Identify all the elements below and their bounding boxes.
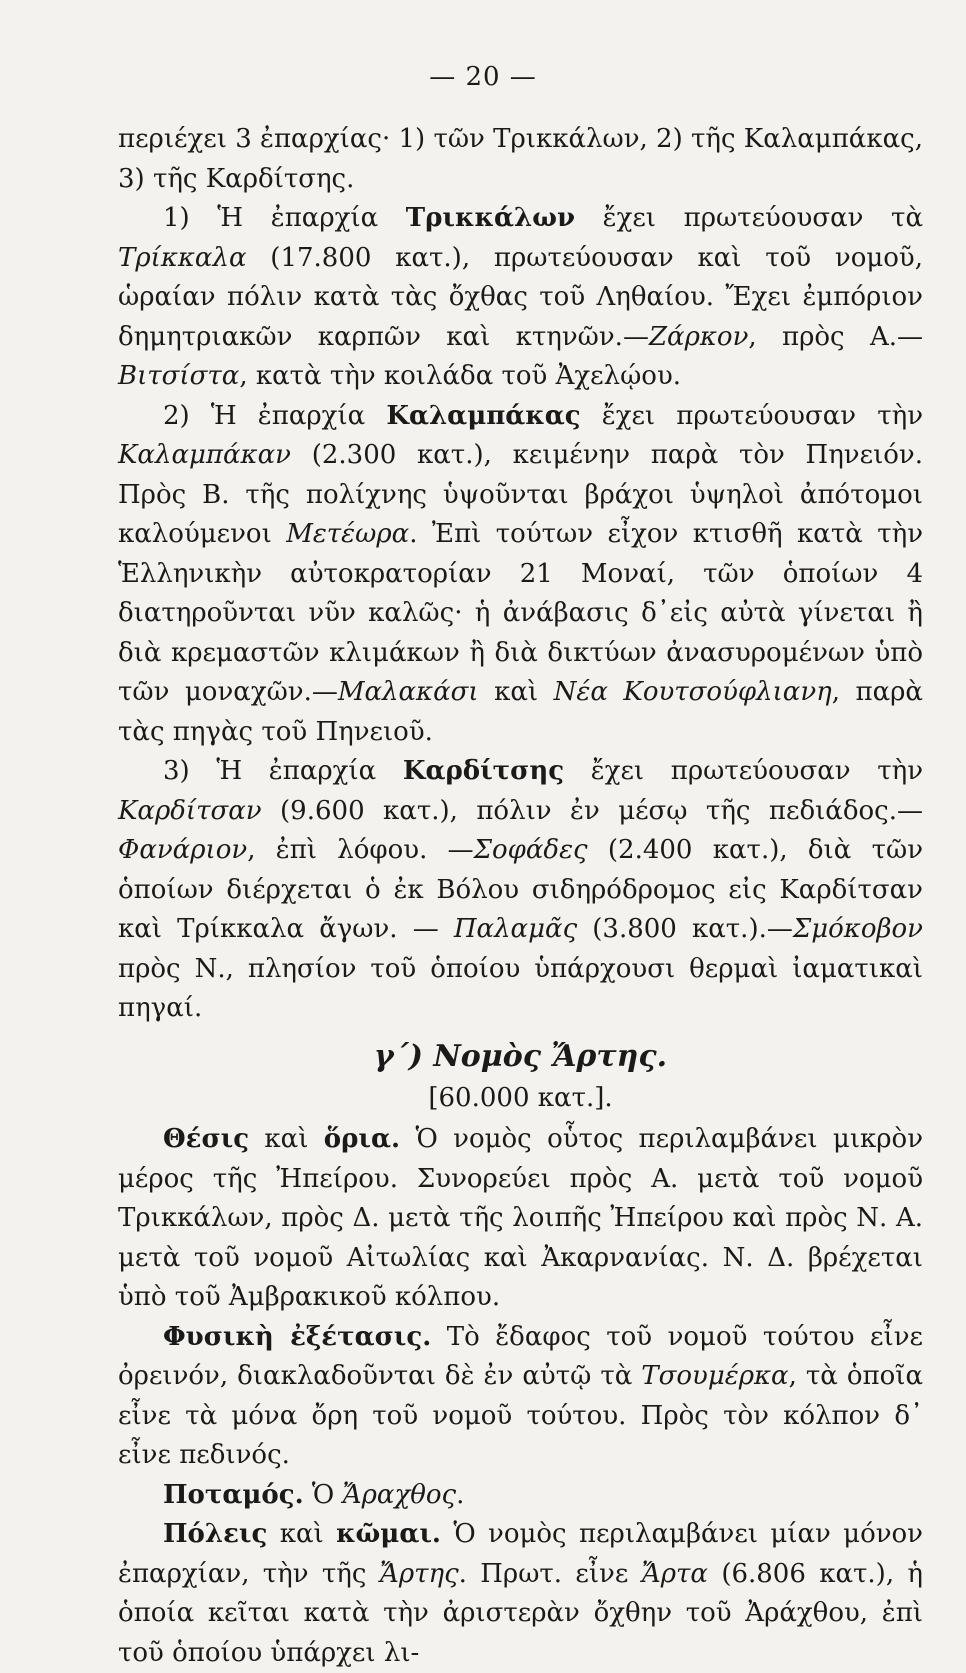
text-run: ἔχει πρωτεύουσαν τὴν xyxy=(580,400,923,431)
paragraph-physical xyxy=(118,1318,923,1476)
text-run: , πρὸς Α.— xyxy=(748,321,923,352)
place-name: Μετέωρα xyxy=(286,519,410,549)
bold-term: κῶμαι. xyxy=(336,1519,441,1549)
bold-term: ὅρια. xyxy=(323,1124,401,1154)
place-name: Παλαμᾶς xyxy=(453,914,578,944)
text-run: (3.800 κατ.).— xyxy=(577,914,793,944)
text-run: (2.300 κατ.), κειμένην παρὰ τὸν Πηνειόν. Πρὸς Β. τῆς πολίχνης ὑψοῦνται βράχοι ὑψηλοὶ ἀπότομοι καλούμενοι xyxy=(118,440,923,549)
place-name: Βιτσίστα xyxy=(118,361,240,391)
text-run: 2) Ἡ ἐπαρχία xyxy=(163,400,387,431)
paragraph-river xyxy=(118,1476,923,1516)
text-run: (9.600 κατ.), πόλιν ἐν μέσῳ τῆς πεδιάδος.— xyxy=(261,795,923,826)
text-run: , τὰ ὁποῖα εἶνε τὰ μόνα ὄρη τοῦ νομοῦ τούτου. Πρὸς τὸν κόλπον δ᾽ εἶνε πεδινός. xyxy=(118,1361,923,1470)
place-name: Μαλακάσι xyxy=(337,677,479,707)
text-run: , ἐπὶ λόφου. — xyxy=(247,835,474,865)
place-name: Φανάριον xyxy=(118,835,248,865)
text-run: Ὁ νομὸς οὗτος περιλαμβάνει μικρὸν μέρος τῆς Ἠπείρου. Συνορεύει πρὸς Α. μετὰ τοῦ νομοῦ Τρικκάλων, πρὸς Δ. μετὰ τῆς λοιπῆς Ἠπείρου καὶ πρὸς Ν. Α. μετὰ τοῦ νομοῦ Αἰτωλίας καὶ Ἀκαρνανίας. Ν. Δ. βρέχεται ὑπὸ τοῦ Ἀμβρακικοῦ κόλπου. xyxy=(118,1124,924,1312)
paragraph-karditsa xyxy=(118,752,923,1029)
text-run: ἔχει πρωτεύουσαν τὰ xyxy=(575,203,923,233)
page-number: — 20 — xyxy=(429,62,537,92)
bold-term: Φυσικὴ ἐξέτασις. xyxy=(163,1321,432,1352)
place-name: Νέα Κουτσούφλιανη xyxy=(553,677,832,707)
bold-term: Θέσις xyxy=(163,1124,250,1154)
text-run: (17.800 κατ.), πρωτεύουσαν καὶ τοῦ νομοῦ, ὡραίαν πόλιν κατὰ τὰς ὄχθας τοῦ Ληθαίου. Ἔχει ἐμπόριον δημητριακῶν καρπῶν καὶ κτηνῶν.— xyxy=(118,242,923,352)
text-run: . xyxy=(456,1479,465,1510)
text-run: , παρὰ τὰς πηγὰς τοῦ Πηνειοῦ. xyxy=(118,677,923,747)
text-run: καὶ xyxy=(249,1124,324,1154)
place-name: Ἄρτης xyxy=(379,1558,459,1589)
text-run: 1) Ἡ ἐπαρχία xyxy=(163,203,406,233)
paragraph-trikkala xyxy=(118,199,923,397)
text-run: πρὸς Ν., πλησίον τοῦ ὁποίου ὑπάρχουσι θερμαὶ ἰαματικαὶ πηγαί. xyxy=(118,953,923,1023)
text-run: Ὁ νομὸς περιλαμβάνει μίαν μόνον ἐπαρχίαν, τὴν τῆς xyxy=(118,1519,923,1589)
body-text xyxy=(118,120,923,1673)
place-name: Καρδίτσαν xyxy=(118,795,262,826)
place-name: Ἄρτα xyxy=(641,1558,708,1589)
place-name: Τρίκκαλα xyxy=(118,242,247,273)
text-run: (2.400 κατ.), διὰ τῶν ὁποίων διέρχεται ὁ ἐκ Βόλου σιδηρόδρομος εἰς Καρδίτσαν καὶ Τρίκκαλα ἄγων. — xyxy=(118,835,923,944)
opening-line: περιέχει 3 ἐπαρχίας· 1) τῶν Τρικκάλων, 2) τῆς Καλαμπάκας, 3) τῆς Καρδίτσης. xyxy=(118,124,923,194)
text-run: Τὸ ἔδαφος τοῦ νομοῦ τούτου εἶνε ὀρεινόν, διακλαδοῦνται δὲ ἐν αὐτῷ τὰ xyxy=(118,1321,923,1391)
text-run: 3) Ἡ ἐπαρχία xyxy=(163,756,403,786)
text-run: Ὁ xyxy=(303,1479,343,1510)
population-note: [60.000 κατ.]. xyxy=(428,1082,613,1113)
place-name: Καλαμπάκαν xyxy=(118,440,291,470)
place-name: Ἄραχθος xyxy=(342,1479,457,1510)
bold-term: Τρικκάλων xyxy=(405,203,575,233)
place-name: Σοφάδες xyxy=(473,835,588,865)
bold-term: Πόλεις xyxy=(163,1519,268,1549)
text-run: καὶ xyxy=(267,1519,337,1549)
bold-term: Καλαμπάκας xyxy=(386,400,581,431)
paragraph-kalampaka xyxy=(118,397,923,753)
paragraph-towns xyxy=(118,1515,923,1673)
place-name: Τσουμέρκα xyxy=(641,1361,789,1391)
bold-term: Ποταμός. xyxy=(163,1479,304,1510)
text-run: . Πρωτ. εἶνε xyxy=(458,1558,642,1589)
bold-term: Καρδίτσης xyxy=(402,756,565,786)
text-run: . Ἐπὶ τούτων εἶχον κτισθῆ κατὰ τὴν Ἑλληνικὴν αὐτοκρατορίαν 21 Μοναί, τῶν ὁποίων 4 διατηροῦνται νῦν καλῶς· ἡ ἀνάβασις δ᾽εἰς αὐτὰ γίνεται ἢ διὰ κρεμαστῶν κλιμάκων ἢ διὰ δικτύων ἀνασυρομένων ὑπὸ τῶν μοναχῶν.— xyxy=(118,519,924,707)
place-name: Σμόκοβον xyxy=(792,914,923,944)
text-run: , κατὰ τὴν κοιλάδα τοῦ Ἀχελῴου. xyxy=(239,361,682,391)
text-run: (6.806 κατ.), ἡ ὁποία κεῖται κατὰ τὴν ἀριστερὰν ὄχθην τοῦ Ἀράχθου, ἐπὶ τοῦ ὁποίου ὑπάρχει λι- xyxy=(118,1558,924,1668)
place-name: Ζάρκον xyxy=(648,321,749,352)
paragraph-position xyxy=(118,1120,923,1318)
text-run: ἔχει πρωτεύουσαν τὴν xyxy=(564,756,923,786)
text-run: καὶ xyxy=(478,677,554,707)
section-heading: γ΄) Νομὸς Ἄρτης. xyxy=(373,1038,668,1074)
